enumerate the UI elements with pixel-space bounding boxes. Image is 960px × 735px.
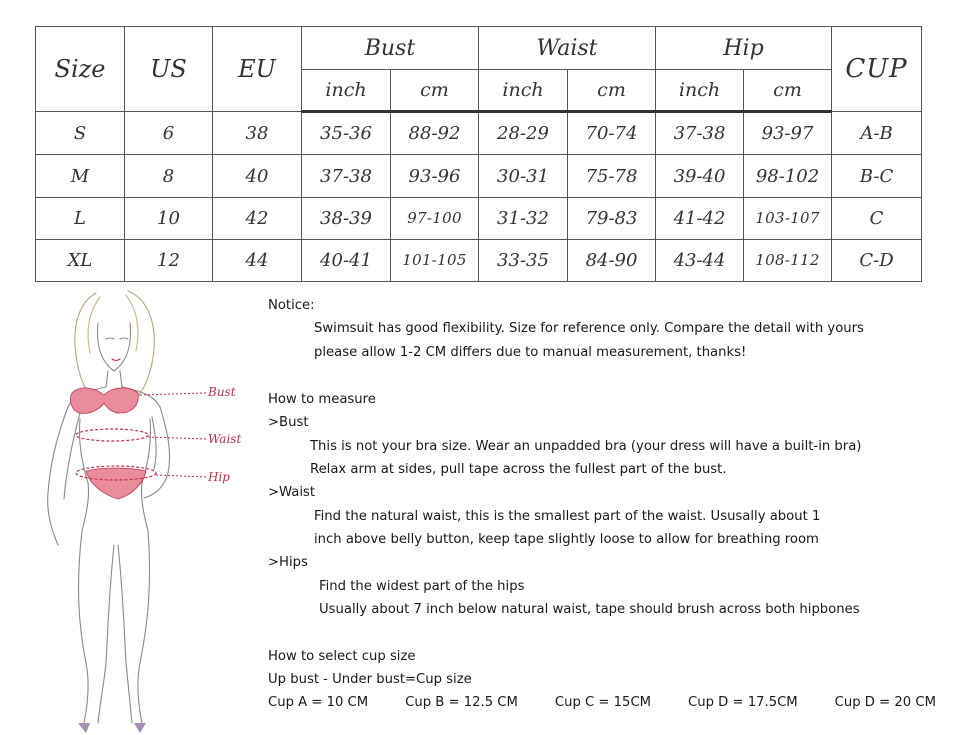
hips-heading: >Hips [268, 555, 308, 570]
bikini-top [70, 388, 138, 413]
cell-hip-inch: 41-42 [656, 197, 744, 239]
cell-bust-cm: 101-105 [391, 239, 479, 281]
cell-hip-cm: 93-97 [744, 112, 832, 155]
body-measurement-illustration [28, 283, 258, 735]
cup-select-title: How to select cup size [268, 649, 416, 664]
cell-eu: 38 [213, 112, 302, 155]
cell-eu: 40 [213, 155, 302, 197]
cell-bust-cm: 97-100 [391, 197, 479, 239]
cell-waist-inch: 30-31 [479, 155, 568, 197]
how-to-measure-title: How to measure [268, 392, 376, 407]
cell-waist-inch: 28-29 [479, 112, 568, 155]
table-row [36, 197, 922, 239]
right-shoe [134, 723, 146, 733]
notice-title: Notice: [268, 298, 315, 313]
cell-waist-cm: 70-74 [568, 112, 656, 155]
waist-line-2: inch above belly button, keep tape slightly loose to allow for breathing room [314, 532, 819, 547]
cell-cup: C-D [832, 239, 922, 281]
bust-line-2: Relax arm at sides, pull tape across the fullest part of the bust. [310, 462, 727, 477]
header-waist: Waist [479, 27, 656, 70]
waist-line-1: Find the natural waist, this is the smallest part of the waist. Ususally about 1 [314, 509, 821, 524]
cell-waist-inch: 33-35 [479, 239, 568, 281]
header-us: US [125, 27, 213, 112]
subheader-bust-inch: inch [302, 70, 391, 112]
header-bust: Bust [302, 27, 479, 70]
table-row [36, 112, 922, 155]
bust-leader [140, 393, 206, 395]
bust-label: Bust [208, 385, 236, 399]
cell-bust-cm: 93-96 [391, 155, 479, 197]
cell-us: 6 [125, 112, 213, 155]
cell-size: S [36, 112, 125, 155]
cell-size: XL [36, 239, 125, 281]
subheader-hip-inch: inch [656, 70, 744, 112]
subheader-hip-cm: cm [744, 70, 832, 112]
header-cup: CUP [832, 27, 922, 112]
table-row [36, 155, 922, 197]
cell-size: L [36, 197, 125, 239]
hip-label: Hip [208, 470, 230, 484]
notice-line-2: please allow 1-2 CM differs due to manual measurement, thanks! [314, 345, 747, 360]
waist-tape [76, 429, 148, 441]
cell-waist-inch: 31-32 [479, 197, 568, 239]
bust-heading: >Bust [268, 415, 309, 430]
cell-hip-cm: 98-102 [744, 155, 832, 197]
cell-cup: B-C [832, 155, 922, 197]
bust-line-1: This is not your bra size. Wear an unpadded bra (your dress will have a built-in bra) [310, 439, 862, 454]
notice-line-1: Swimsuit has good flexibility. Size for reference only. Compare the detail with yours [314, 321, 864, 336]
cup-size-list [268, 695, 936, 710]
cell-hip-inch: 39-40 [656, 155, 744, 197]
cell-hip-cm: 108-112 [744, 239, 832, 281]
waist-label: Waist [208, 432, 242, 446]
cell-eu: 42 [213, 197, 302, 239]
header-eu: EU [213, 27, 302, 112]
left-shoe [78, 723, 90, 733]
table-row [36, 239, 922, 281]
waist-heading: >Waist [268, 485, 316, 500]
cell-bust-inch: 38-39 [302, 197, 391, 239]
header-hip: Hip [656, 27, 832, 70]
subheader-waist-cm: cm [568, 70, 656, 112]
cell-hip-inch: 43-44 [656, 239, 744, 281]
subheader-bust-cm: cm [391, 70, 479, 112]
cell-us: 8 [125, 155, 213, 197]
bikini-bottom [86, 468, 146, 499]
cell-hip-inch: 37-38 [656, 112, 744, 155]
hip-leader [156, 475, 206, 477]
header-size: Size [36, 27, 125, 112]
cell-waist-cm: 75-78 [568, 155, 656, 197]
cell-waist-cm: 79-83 [568, 197, 656, 239]
cell-hip-cm: 103-107 [744, 197, 832, 239]
cell-bust-inch: 40-41 [302, 239, 391, 281]
cell-us: 10 [125, 197, 213, 239]
cup-a-value: Cup A = 10 CM [268, 695, 369, 710]
cell-cup: C [832, 197, 922, 239]
cell-waist-cm: 84-90 [568, 239, 656, 281]
subheader-waist-inch: inch [479, 70, 568, 112]
cell-bust-inch: 35-36 [302, 112, 391, 155]
cell-size: M [36, 155, 125, 197]
cell-eu: 44 [213, 239, 302, 281]
waist-leader [148, 437, 206, 439]
cell-bust-inch: 37-38 [302, 155, 391, 197]
cell-us: 12 [125, 239, 213, 281]
hips-line-2: Usually about 7 inch below natural waist, tape should brush across both hipbones [319, 602, 860, 617]
cup-b-value: Cup B = 12.5 CM [405, 695, 518, 710]
hips-line-1: Find the widest part of the hips [319, 579, 525, 594]
cell-bust-cm: 88-92 [391, 112, 479, 155]
cup-d-large-value: Cup D = 20 CM [834, 695, 936, 710]
cup-formula: Up bust - Under bust=Cup size [268, 672, 472, 687]
cup-d-value: Cup D = 17.5CM [688, 695, 798, 710]
cell-cup: A-B [832, 112, 922, 155]
cup-c-value: Cup C = 15CM [554, 695, 652, 710]
size-chart-table [35, 26, 922, 282]
